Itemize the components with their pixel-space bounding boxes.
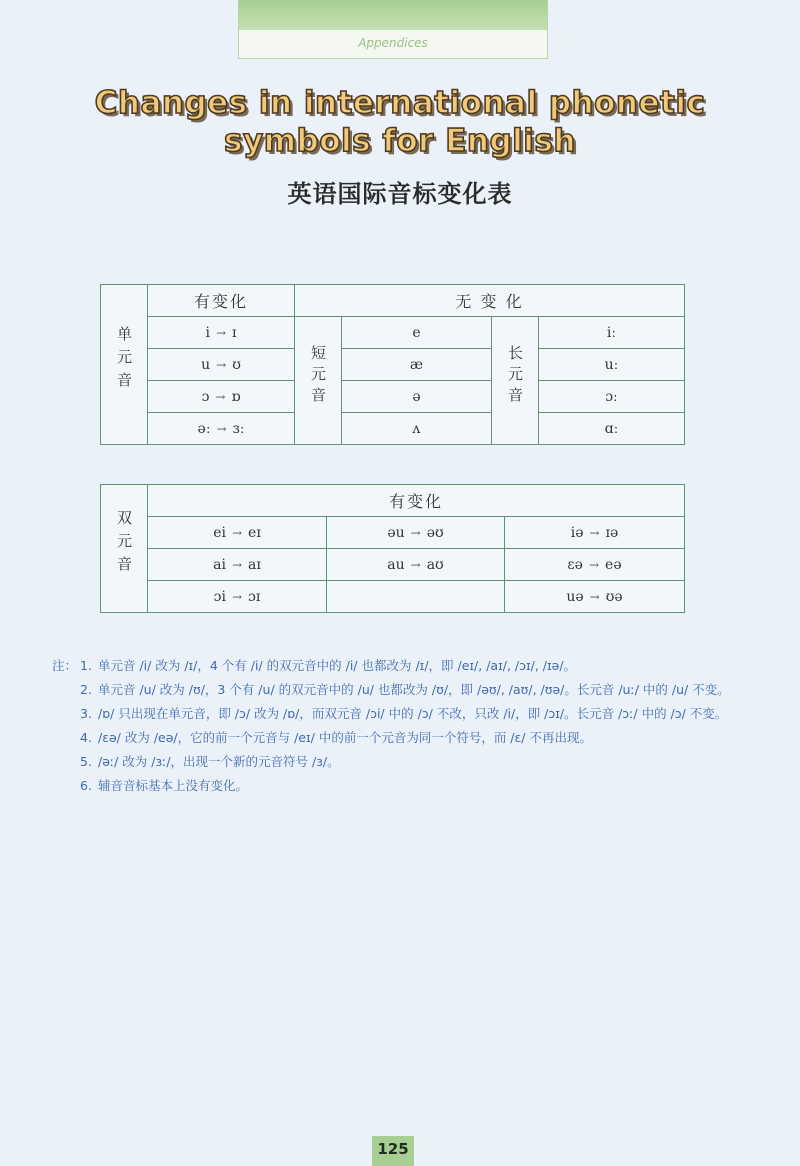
diphthong-row-label xyxy=(101,485,148,613)
diphthong-row-label-text: 双元音 xyxy=(115,510,133,579)
symbol-new: əʊ xyxy=(426,524,444,541)
note-item xyxy=(52,750,752,774)
changed-cell xyxy=(148,349,295,381)
diphthong-cell xyxy=(327,517,505,549)
note-number: 3. xyxy=(80,706,92,721)
diphthong-header: 有变化 xyxy=(148,485,685,517)
diphthong-cell xyxy=(148,517,327,549)
symbol-old: uə xyxy=(566,588,584,605)
symbol-new: ɔɪ xyxy=(248,588,261,605)
arrow-right-icon: → xyxy=(589,525,600,540)
note-number: 2. xyxy=(80,682,92,697)
note-text: /ɒ/ 只出现在单元音，即 /ɔ/ 改为 /ɒ/，而双元音 /ɔi/ 中的 /ɔ/ 不改，只改 /i/，即 /ɔɪ/。长元音 /ɔː/ 中的 /ɔ/ 不变。 xyxy=(98,706,728,721)
arrow-right-icon: → xyxy=(231,589,243,604)
long-vowel-cell: uː xyxy=(539,349,685,381)
section-label: Appendices xyxy=(358,36,428,50)
arrow-right-icon: → xyxy=(215,325,227,340)
diphthong-cell xyxy=(327,549,505,581)
diphthong-cell xyxy=(148,581,327,613)
note-number: 6. xyxy=(80,778,92,793)
note-item xyxy=(52,726,752,750)
arrow-right-icon: → xyxy=(216,421,227,436)
symbol-new: ʊ xyxy=(232,356,241,373)
notes-section xyxy=(52,654,752,798)
long-vowel-label-text: 长元音 xyxy=(506,345,524,408)
symbol-new: ɒ xyxy=(231,388,241,405)
symbol-old: əu xyxy=(387,524,405,541)
short-vowel-label xyxy=(295,317,342,445)
note-number: 4. xyxy=(80,730,92,745)
note-text: 辅音音标基本上没有变化。 xyxy=(98,778,249,793)
symbol-old: ɔ xyxy=(201,388,210,405)
arrow-right-icon: → xyxy=(216,357,227,372)
monophthong-row-label xyxy=(101,285,148,445)
short-vowel-cell: e xyxy=(342,317,492,349)
long-vowel-cell: ɔː xyxy=(539,381,685,413)
arrow-right-icon: → xyxy=(410,557,421,572)
symbol-new: aʊ xyxy=(426,556,444,573)
changed-cell xyxy=(148,381,295,413)
symbol-new: ɪə xyxy=(605,524,619,541)
page-title-chinese: 英语国际音标变化表 xyxy=(287,180,513,208)
diphthong-table xyxy=(100,484,685,613)
long-vowel-label xyxy=(492,317,539,445)
changed-cell xyxy=(148,413,295,445)
symbol-old: iə xyxy=(570,524,584,541)
diphthong-cell xyxy=(505,549,685,581)
changed-cell xyxy=(148,317,295,349)
arrow-right-icon: → xyxy=(588,557,600,572)
symbol-new: eə xyxy=(605,556,622,573)
note-number: 1. xyxy=(80,658,92,673)
symbol-old: ei xyxy=(213,524,226,541)
monophthong-table xyxy=(100,284,685,445)
long-vowel-cell: iː xyxy=(539,317,685,349)
symbol-old: ɔi xyxy=(213,588,226,605)
page-number: 125 xyxy=(372,1136,414,1166)
note-text: 单元音 /i/ 改为 /ɪ/，4 个有 /i/ 的双元音中的 /i/ 也都改为 /ɪ/，即 /eɪ/, /aɪ/, /ɔɪ/, /ɪə/。 xyxy=(98,658,577,673)
symbol-new: ʊə xyxy=(605,588,623,605)
monophthong-row-label-text: 单元音 xyxy=(115,326,133,395)
diphthong-cell xyxy=(148,549,327,581)
short-vowel-cell: ʌ xyxy=(342,413,492,445)
arrow-right-icon: → xyxy=(410,525,421,540)
symbol-new: ɪ xyxy=(232,324,237,341)
unchanged-header: 无 变 化 xyxy=(295,285,685,317)
note-number: 5. xyxy=(80,754,92,769)
diphthong-empty-cell xyxy=(327,581,505,613)
short-vowel-label-text: 短元音 xyxy=(309,345,327,408)
arrow-right-icon: → xyxy=(231,525,243,540)
arrow-right-icon: → xyxy=(215,389,226,404)
changed-header: 有变化 xyxy=(148,285,295,317)
symbol-old: au xyxy=(387,556,405,573)
arrow-right-icon: → xyxy=(589,589,600,604)
symbol-old: ai xyxy=(213,556,226,573)
symbol-new: eɪ xyxy=(248,524,261,541)
diphthong-cell xyxy=(505,517,685,549)
short-vowel-cell: æ xyxy=(342,349,492,381)
symbol-new: aɪ xyxy=(248,556,261,573)
diphthong-cell xyxy=(505,581,685,613)
note-item xyxy=(52,654,752,678)
symbol-old: ɛə xyxy=(567,556,583,573)
page-title-english: Changes in international phonetic symbols for English xyxy=(94,85,706,159)
note-item xyxy=(52,702,752,726)
notes-label: 注： xyxy=(52,658,78,673)
long-vowel-cell: ɑː xyxy=(539,413,685,445)
symbol-old: i xyxy=(205,324,210,341)
header-decoration xyxy=(239,0,547,30)
arrow-right-icon: → xyxy=(231,557,243,572)
section-header-tab xyxy=(238,0,548,59)
short-vowel-cell: ə xyxy=(342,381,492,413)
note-text: 单元音 /u/ 改为 /ʊ/，3 个有 /u/ 的双元音中的 /u/ 也都改为 /ʊ/，即 /əʊ/, /aʊ/, /ʊə/。长元音 /uː/ 中的 /u/ 不变。 xyxy=(98,682,730,697)
note-item xyxy=(52,678,752,702)
symbol-old: u xyxy=(201,356,211,373)
symbol-new: ɜː xyxy=(232,420,245,437)
note-text: /ɛə/ 改为 /eə/，它的前一个元音与 /eɪ/ 中的前一个元音为同一个符号，而 /ɛ/ 不再出现。 xyxy=(98,730,592,745)
note-item xyxy=(52,774,752,798)
symbol-old: əː xyxy=(197,420,211,437)
note-text: /əː/ 改为 /ɜː/，出现一个新的元音符号 /ɜ/。 xyxy=(98,754,340,769)
